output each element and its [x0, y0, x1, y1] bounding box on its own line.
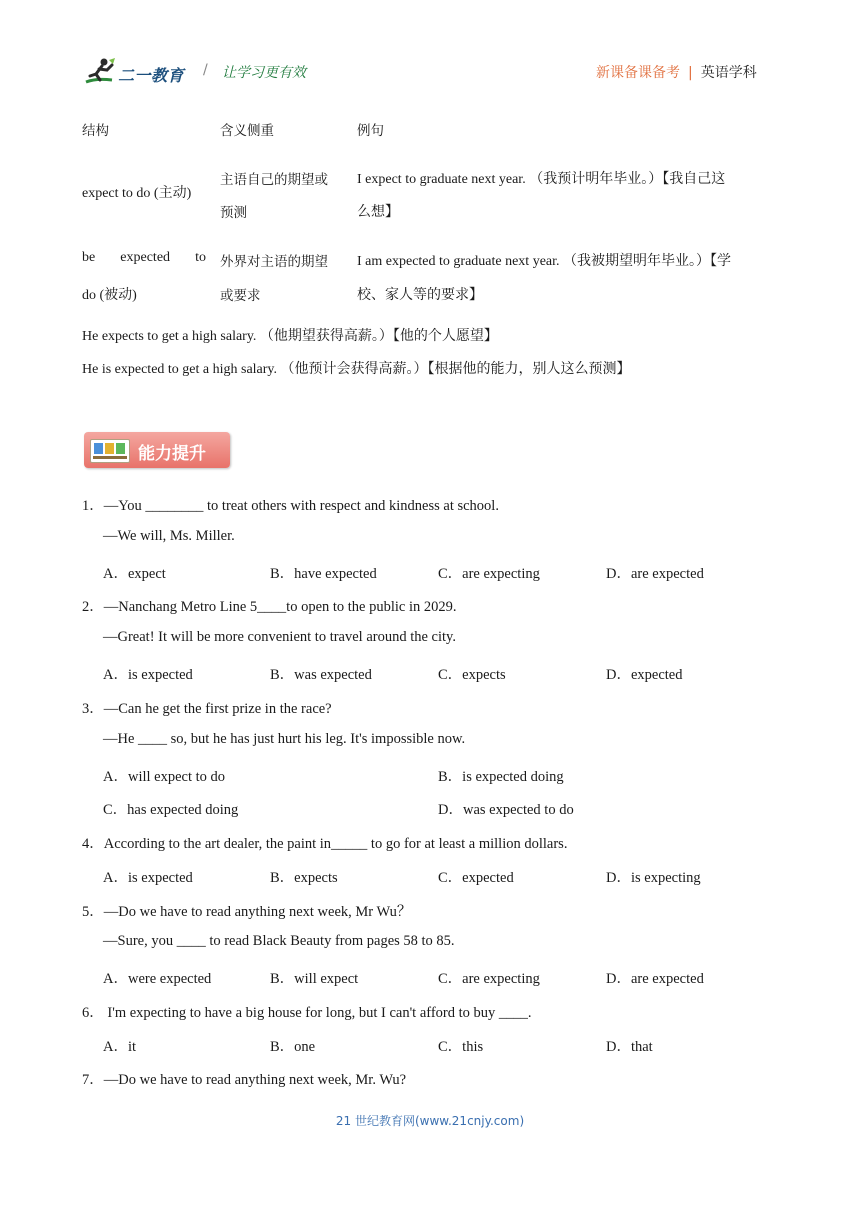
question-4-stem: 4．According to the art dealer, the paint in_____ to go for at least a million dollars.	[82, 836, 568, 852]
row2-meaning-line2: 或要求	[220, 288, 261, 304]
question-1-option-c[interactable]: C．are expecting	[438, 566, 540, 582]
question-3-option-a[interactable]: A．will expect to do	[103, 769, 226, 785]
question-3-stem: 3．—Can he get the first prize in the race?	[82, 701, 332, 717]
header-slash: /	[203, 62, 208, 78]
question-5-reply: —Sure, you ____ to read Black Beauty from pages 58 to 85.	[103, 933, 455, 949]
question-1-option-b[interactable]: B．have expected	[270, 566, 377, 582]
row1-example-line2: 么想】	[357, 205, 399, 220]
question-2-option-c[interactable]: C．expects	[438, 667, 506, 683]
row1-example-line1: I expect to graduate next year. （我预计明年毕业。）【我自己这	[357, 172, 726, 187]
question-1-reply: —We will, Ms. Miller.	[103, 528, 235, 544]
row2-example-line1: I am expected to graduate next year. （我被期望明年毕业。）【学	[357, 254, 732, 269]
section-badge-label: 能力提升	[138, 444, 206, 464]
header-course-info	[596, 62, 757, 82]
table-header-structure: 结构	[82, 123, 109, 139]
row2-structure-line2: do (被动)	[82, 288, 137, 303]
question-7-stem: 7．—Do we have to read anything next week, Mr. Wu?	[82, 1072, 407, 1088]
question-5-option-b[interactable]: B．will expect	[270, 971, 359, 987]
table-header-example: 例句	[357, 123, 384, 139]
question-5-stem: 5．—Do we have to read anything next week, Mr Wu？	[82, 904, 412, 920]
header-separator: |	[688, 65, 693, 81]
question-6-option-a[interactable]: A．it	[103, 1039, 137, 1055]
question-5-option-a[interactable]: A．were expected	[103, 971, 212, 987]
header-slogan: 让学习更有效	[222, 65, 306, 81]
example-sentence-2: He is expected to get a high salary. （他预计会获得高薪。）【根据他的能力，别人这么预测】	[82, 362, 631, 377]
question-6-option-b[interactable]: B．one	[270, 1039, 316, 1055]
question-4-option-d[interactable]: D．is expecting	[606, 870, 701, 886]
question-2-option-b[interactable]: B．was expected	[270, 667, 372, 683]
people-board-icon	[90, 439, 130, 463]
section-badge	[84, 432, 230, 468]
question-4-option-c[interactable]: C．expected	[438, 870, 514, 886]
question-6-stem: 6． I'm expecting to have a big house for long, but I can't afford to buy ____.	[82, 1005, 532, 1021]
question-1-option-a[interactable]: A．expect	[103, 566, 166, 582]
question-2-option-a[interactable]: A．is expected	[103, 667, 193, 683]
table-header-meaning: 含义侧重	[220, 123, 274, 139]
question-5-option-c[interactable]: C．are expecting	[438, 971, 540, 987]
row2-structure-line1: be expected to	[82, 250, 206, 265]
question-2-option-d[interactable]: D．expected	[606, 667, 683, 683]
question-4-option-a[interactable]: A．is expected	[103, 870, 193, 886]
row2-meaning-line1: 外界对主语的期望	[220, 254, 328, 270]
question-3-reply: —He ____ so, but he has just hurt his leg. It's impossible now.	[103, 731, 466, 747]
runner-logo-icon	[82, 56, 118, 88]
subject-label: 英语学科	[700, 65, 757, 81]
question-4-option-b[interactable]: B．expects	[270, 870, 338, 886]
page-footer[interactable]: 21 世纪教育网(www.21cnjy.com)	[335, 1114, 525, 1128]
question-1-option-d[interactable]: D．are expected	[606, 566, 704, 582]
row1-meaning-line2: 预测	[220, 205, 247, 221]
logo-text: 二一教育	[118, 66, 185, 85]
question-3-option-d[interactable]: D．was expected to do	[438, 802, 574, 818]
row2-example-line2: 校、家人等的要求】	[357, 288, 483, 303]
question-2-reply: —Great! It will be more convenient to travel around the city.	[103, 629, 456, 645]
question-3-option-c[interactable]: C．has expected doing	[103, 802, 239, 818]
question-1-stem: 1．—You ________ to treat others with respect and kindness at school.	[82, 498, 499, 514]
question-2-stem: 2．—Nanchang Metro Line 5____to open to the public in 2029.	[82, 599, 457, 615]
row1-meaning-line1: 主语自己的期望或	[220, 172, 328, 188]
course-label: 新课备课备考	[596, 65, 680, 81]
row1-structure: expect to do (主动)	[82, 186, 192, 201]
question-6-option-d[interactable]: D．that	[606, 1039, 653, 1055]
question-5-option-d[interactable]: D．are expected	[606, 971, 704, 987]
example-sentence-1: He expects to get a high salary. （他期望获得高薪。）【他的个人愿望】	[82, 329, 498, 344]
question-3-option-b[interactable]: B．is expected doing	[438, 769, 564, 785]
question-6-option-c[interactable]: C．this	[438, 1039, 484, 1055]
